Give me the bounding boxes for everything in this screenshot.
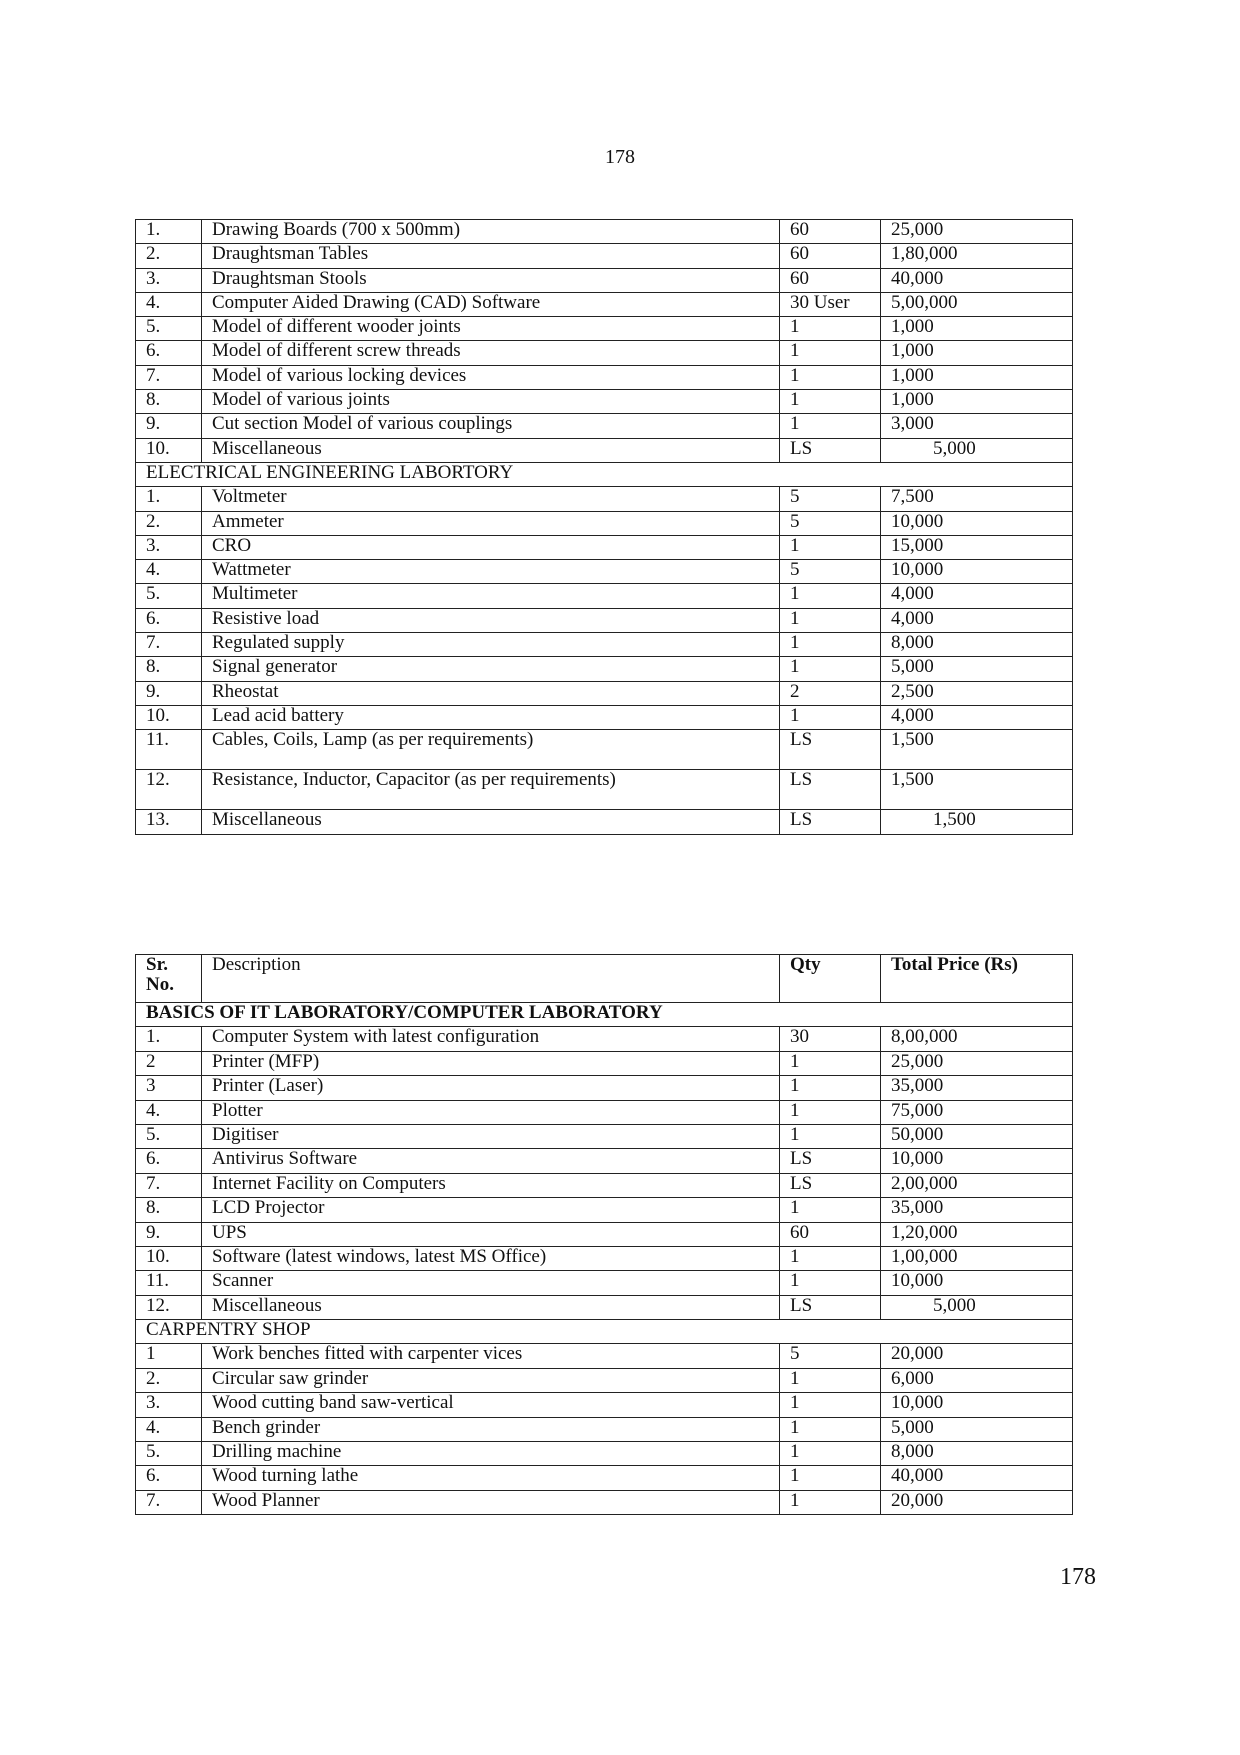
table-row [136, 220, 1073, 244]
table-row [136, 1173, 1073, 1197]
price-cell: 10,000 [881, 511, 1073, 535]
qty-cell: 2 [780, 681, 881, 705]
qty-cell: 1 [780, 657, 881, 681]
description-cell: Printer (MFP) [202, 1051, 780, 1075]
qty-cell: 1 [780, 608, 881, 632]
description-cell: Model of various locking devices [202, 365, 780, 389]
price-cell: 1,20,000 [881, 1222, 1073, 1246]
qty-cell: LS [780, 438, 881, 462]
table-row [136, 560, 1073, 584]
sr-no-cell: 6. [136, 1149, 202, 1173]
qty-cell: 30 [780, 1027, 881, 1051]
sr-no-cell: 5. [136, 584, 202, 608]
price-cell: 3,000 [881, 414, 1073, 438]
table-row [136, 1222, 1073, 1246]
description-cell: Scanner [202, 1271, 780, 1295]
sr-no-cell: 7. [136, 1173, 202, 1197]
section-heading: BASICS OF IT LABORATORY/COMPUTER LABORATORY [136, 1003, 1073, 1027]
sr-no-cell: 11. [136, 1271, 202, 1295]
price-cell: 5,000 [881, 438, 1073, 462]
description-cell: Cables, Coils, Lamp (as per requirements) [202, 730, 780, 770]
description-cell: Computer System with latest configuration [202, 1027, 780, 1051]
section-heading-row [136, 1320, 1073, 1344]
description-cell: Model of different screw threads [202, 341, 780, 365]
table-row [136, 1051, 1073, 1075]
price-cell: 20,000 [881, 1490, 1073, 1514]
qty-cell: 1 [780, 1076, 881, 1100]
price-cell: 1,500 [881, 730, 1073, 770]
sr-no-cell: 3 [136, 1076, 202, 1100]
sr-no-cell: 6. [136, 341, 202, 365]
header-qty: Qty [780, 955, 881, 1003]
table-row [136, 414, 1073, 438]
price-cell: 1,80,000 [881, 244, 1073, 268]
qty-cell: 1 [780, 633, 881, 657]
sr-no-cell: 4. [136, 1100, 202, 1124]
sr-no-cell: 4. [136, 292, 202, 316]
price-cell: 1,500 [881, 770, 1073, 810]
qty-cell: 1 [780, 390, 881, 414]
price-cell: 7,500 [881, 487, 1073, 511]
table-row [136, 1393, 1073, 1417]
price-cell: 10,000 [881, 1149, 1073, 1173]
description-cell: Drilling machine [202, 1442, 780, 1466]
table-row [136, 1076, 1073, 1100]
sr-no-cell: 10. [136, 705, 202, 729]
description-cell: CRO [202, 535, 780, 559]
qty-cell: LS [780, 770, 881, 810]
qty-cell: 1 [780, 1490, 881, 1514]
equipment-table-it-carpentry [135, 954, 1073, 1515]
description-cell: Multimeter [202, 584, 780, 608]
sr-no-cell: 5. [136, 1442, 202, 1466]
sr-no-cell: 11. [136, 730, 202, 770]
table-row [136, 1271, 1073, 1295]
price-cell: 1,00,000 [881, 1246, 1073, 1270]
description-cell: Rheostat [202, 681, 780, 705]
sr-no-cell: 3. [136, 1393, 202, 1417]
description-cell: Voltmeter [202, 487, 780, 511]
qty-cell: LS [780, 730, 881, 770]
sr-no-cell: 8. [136, 657, 202, 681]
description-cell: Antivirus Software [202, 1149, 780, 1173]
sr-no-cell: 4. [136, 560, 202, 584]
sr-no-cell: 2. [136, 511, 202, 535]
qty-cell: 1 [780, 414, 881, 438]
price-cell: 10,000 [881, 1271, 1073, 1295]
qty-cell: 1 [780, 705, 881, 729]
price-cell: 5,000 [881, 657, 1073, 681]
qty-cell: 5 [780, 1344, 881, 1368]
qty-cell: LS [780, 810, 881, 834]
description-cell: Drawing Boards (700 x 500mm) [202, 220, 780, 244]
qty-cell: LS [780, 1295, 881, 1319]
table-row [136, 1442, 1073, 1466]
qty-cell: 5 [780, 560, 881, 584]
sr-no-cell: 10. [136, 438, 202, 462]
table-row [136, 390, 1073, 414]
table-row [136, 681, 1073, 705]
description-cell: Wood cutting band saw-vertical [202, 1393, 780, 1417]
table-row [136, 438, 1073, 462]
qty-cell: 60 [780, 244, 881, 268]
qty-cell: 5 [780, 487, 881, 511]
price-cell: 1,000 [881, 390, 1073, 414]
sr-no-cell: 7. [136, 365, 202, 389]
table-row [136, 1100, 1073, 1124]
sr-no-cell: 1. [136, 487, 202, 511]
description-cell: Resistive load [202, 608, 780, 632]
price-cell: 20,000 [881, 1344, 1073, 1368]
sr-no-cell: 8. [136, 1198, 202, 1222]
table-row [136, 341, 1073, 365]
equipment-table-drawing-electrical [135, 219, 1073, 835]
price-cell: 4,000 [881, 608, 1073, 632]
table-row [136, 730, 1073, 770]
price-cell: 6,000 [881, 1368, 1073, 1392]
price-cell: 1,000 [881, 341, 1073, 365]
sr-no-cell: 4. [136, 1417, 202, 1441]
table-header-row [136, 955, 1073, 1003]
table-row [136, 633, 1073, 657]
qty-cell: 60 [780, 1222, 881, 1246]
sr-no-cell: 3. [136, 268, 202, 292]
price-cell: 8,00,000 [881, 1027, 1073, 1051]
sr-no-cell: 2 [136, 1051, 202, 1075]
sr-no-cell: 3. [136, 535, 202, 559]
qty-cell: 1 [780, 1393, 881, 1417]
price-cell: 25,000 [881, 1051, 1073, 1075]
description-cell: LCD Projector [202, 1198, 780, 1222]
table-row [136, 1417, 1073, 1441]
price-cell: 1,500 [881, 810, 1073, 834]
section-heading: ELECTRICAL ENGINEERING LABORTORY [136, 462, 1073, 486]
qty-cell: 1 [780, 1368, 881, 1392]
qty-cell: 1 [780, 1466, 881, 1490]
price-cell: 5,00,000 [881, 292, 1073, 316]
sr-no-cell: 12. [136, 770, 202, 810]
table-row [136, 1490, 1073, 1514]
price-cell: 5,000 [881, 1417, 1073, 1441]
page-number-bottom: 178 [1060, 1564, 1096, 1590]
sr-no-cell: 2. [136, 1368, 202, 1392]
price-cell: 8,000 [881, 633, 1073, 657]
qty-cell: 1 [780, 535, 881, 559]
qty-cell: 5 [780, 511, 881, 535]
description-cell: Ammeter [202, 511, 780, 535]
description-cell: Regulated supply [202, 633, 780, 657]
price-cell: 35,000 [881, 1076, 1073, 1100]
table-row [136, 1124, 1073, 1148]
description-cell: Circular saw grinder [202, 1368, 780, 1392]
sr-no-cell: 1. [136, 1027, 202, 1051]
description-cell: Miscellaneous [202, 810, 780, 834]
description-cell: UPS [202, 1222, 780, 1246]
price-cell: 75,000 [881, 1100, 1073, 1124]
sr-no-cell: 13. [136, 810, 202, 834]
table-row [136, 657, 1073, 681]
header-total-price: Total Price (Rs) [881, 955, 1073, 1003]
table-row [136, 535, 1073, 559]
table-body [136, 220, 1073, 835]
qty-cell: 60 [780, 220, 881, 244]
table-row [136, 584, 1073, 608]
table-row [136, 487, 1073, 511]
qty-cell: 30 User [780, 292, 881, 316]
qty-cell: 1 [780, 341, 881, 365]
price-cell: 1,000 [881, 365, 1073, 389]
sr-no-cell: 1 [136, 1344, 202, 1368]
price-cell: 50,000 [881, 1124, 1073, 1148]
table-row [136, 365, 1073, 389]
description-cell: Draughtsman Stools [202, 268, 780, 292]
qty-cell: LS [780, 1149, 881, 1173]
price-cell: 2,00,000 [881, 1173, 1073, 1197]
table-row [136, 292, 1073, 316]
price-cell: 15,000 [881, 535, 1073, 559]
table-row [136, 1466, 1073, 1490]
description-cell: Internet Facility on Computers [202, 1173, 780, 1197]
table-row [136, 1295, 1073, 1319]
price-cell: 4,000 [881, 705, 1073, 729]
description-cell: Plotter [202, 1100, 780, 1124]
description-cell: Resistance, Inductor, Capacitor (as per requirements) [202, 770, 780, 810]
description-cell: Miscellaneous [202, 1295, 780, 1319]
table-row [136, 1368, 1073, 1392]
qty-cell: 1 [780, 365, 881, 389]
section-heading-row [136, 462, 1073, 486]
page-number-top: 178 [605, 146, 635, 168]
sr-no-cell: 8. [136, 390, 202, 414]
description-cell: Model of different wooder joints [202, 317, 780, 341]
qty-cell: 60 [780, 268, 881, 292]
table-row [136, 1344, 1073, 1368]
table-row [136, 317, 1073, 341]
qty-cell: 1 [780, 1442, 881, 1466]
sr-no-cell: 9. [136, 681, 202, 705]
sr-no-cell: 6. [136, 1466, 202, 1490]
qty-cell: 1 [780, 1124, 881, 1148]
description-cell: Miscellaneous [202, 438, 780, 462]
price-cell: 25,000 [881, 220, 1073, 244]
sr-no-cell: 10. [136, 1246, 202, 1270]
qty-cell: 1 [780, 317, 881, 341]
table-row [136, 608, 1073, 632]
description-cell: Work benches fitted with carpenter vices [202, 1344, 780, 1368]
qty-cell: 1 [780, 584, 881, 608]
qty-cell: 1 [780, 1271, 881, 1295]
sr-no-cell: 12. [136, 1295, 202, 1319]
price-cell: 1,000 [881, 317, 1073, 341]
sr-no-cell: 1. [136, 220, 202, 244]
qty-cell: 1 [780, 1417, 881, 1441]
table-row [136, 1246, 1073, 1270]
qty-cell: 1 [780, 1051, 881, 1075]
description-cell: Software (latest windows, latest MS Office) [202, 1246, 780, 1270]
description-cell: Signal generator [202, 657, 780, 681]
table-row [136, 810, 1073, 834]
sr-no-cell: 5. [136, 317, 202, 341]
description-cell: Cut section Model of various couplings [202, 414, 780, 438]
header-description: Description [202, 955, 780, 1003]
table-row [136, 1149, 1073, 1173]
qty-cell: 1 [780, 1198, 881, 1222]
table-row [136, 705, 1073, 729]
table-body [136, 955, 1073, 1515]
table-row [136, 770, 1073, 810]
description-cell: Wood Planner [202, 1490, 780, 1514]
price-cell: 40,000 [881, 1466, 1073, 1490]
table-row [136, 1027, 1073, 1051]
section-heading-row [136, 1003, 1073, 1027]
description-cell: Model of various joints [202, 390, 780, 414]
description-cell: Bench grinder [202, 1417, 780, 1441]
table-row [136, 244, 1073, 268]
description-cell: Computer Aided Drawing (CAD) Software [202, 292, 780, 316]
header-sr-no: Sr. No. [136, 955, 202, 1003]
sr-no-cell: 7. [136, 633, 202, 657]
sr-no-cell: 6. [136, 608, 202, 632]
table-row [136, 1198, 1073, 1222]
price-cell: 10,000 [881, 1393, 1073, 1417]
sr-no-cell: 7. [136, 1490, 202, 1514]
description-cell: Draughtsman Tables [202, 244, 780, 268]
price-cell: 8,000 [881, 1442, 1073, 1466]
price-cell: 40,000 [881, 268, 1073, 292]
price-cell: 5,000 [881, 1295, 1073, 1319]
description-cell: Wood turning lathe [202, 1466, 780, 1490]
price-cell: 4,000 [881, 584, 1073, 608]
section-heading: CARPENTRY SHOP [136, 1320, 1073, 1344]
description-cell: Digitiser [202, 1124, 780, 1148]
qty-cell: 1 [780, 1100, 881, 1124]
description-cell: Wattmeter [202, 560, 780, 584]
price-cell: 10,000 [881, 560, 1073, 584]
qty-cell: LS [780, 1173, 881, 1197]
qty-cell: 1 [780, 1246, 881, 1270]
sr-no-cell: 2. [136, 244, 202, 268]
description-cell: Printer (Laser) [202, 1076, 780, 1100]
table-row [136, 511, 1073, 535]
price-cell: 2,500 [881, 681, 1073, 705]
price-cell: 35,000 [881, 1198, 1073, 1222]
sr-no-cell: 9. [136, 414, 202, 438]
sr-no-cell: 5. [136, 1124, 202, 1148]
description-cell: Lead acid battery [202, 705, 780, 729]
table-row [136, 268, 1073, 292]
sr-no-cell: 9. [136, 1222, 202, 1246]
